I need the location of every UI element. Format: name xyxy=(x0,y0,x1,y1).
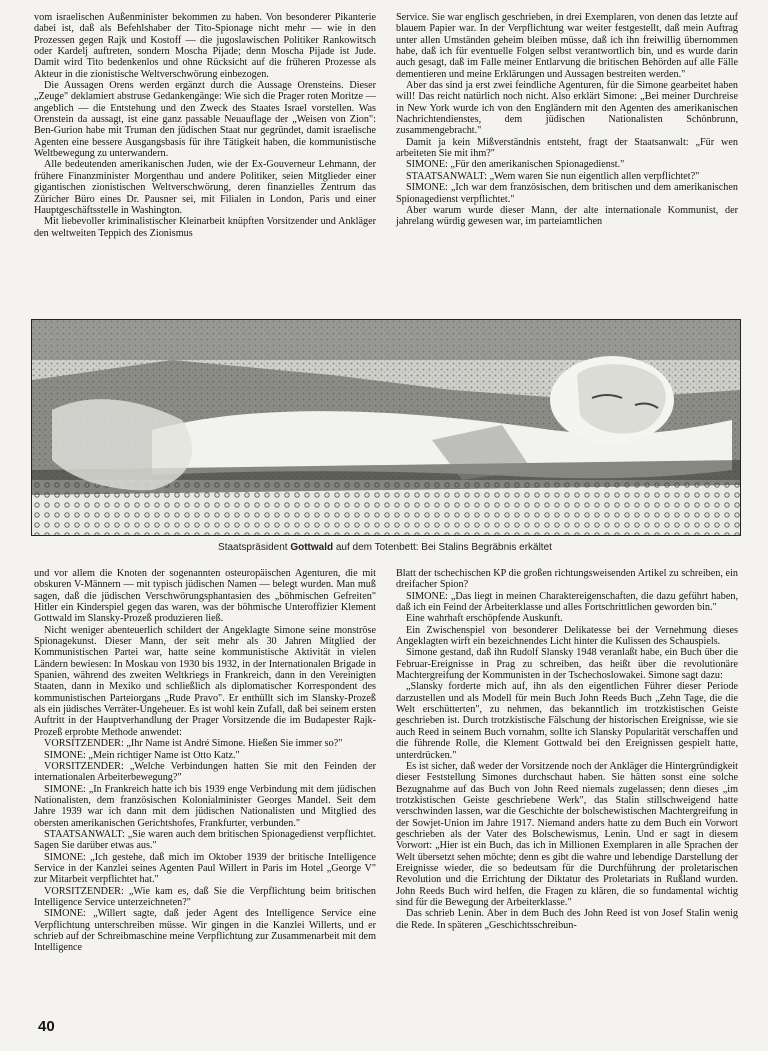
paragraph: STAATSANWALT: „Wem waren Sie nun eigentlich allen verpflichtet?" xyxy=(406,170,700,182)
paragraph: „Slansky forderte mich auf, ihn als den eigentlichen Führer dieser Periode darzustellen und als Modell für mein Buch John Reeds Buch „Zehn Tage, die die Welt erschütterten", zu nehmen, das bekanntlich im trotzkistischen Geiste geschrieben ist. Durch trotzkistische Fälschung der historischen Ereignisse, wie sie auch Reed in seinem Buch vornahm, sollte ich Slansky Popularität verschaffen und die führende Rolle, die Klement Gottwald bei den Ereignissen gespielt hatte, unterdrücken." xyxy=(396,681,738,761)
paragraph: Aber das sind ja erst zwei feindliche Agenturen, für die Simone gearbeitet haben will! Das reicht natürlich noch nicht. Also erklärt Simone: „Bei meiner Durchreise in New York wurde ich von den Engländern mit den Agenten des amerikanischen Nachrichtendienstes, dem jüdischen Nationalisten Schönbrunn, zusammengebracht." xyxy=(396,80,738,137)
paragraph: Das schrieb Lenin. Aber in dem Buch des John Reed ist von Josef Stalin wenig die Rede. In späteren „Geschichtsschreibun- xyxy=(396,908,738,931)
paragraph: vom israelischen Außenminister bekommen zu haben. Von besonderer Pikanterie dabei ist, daß als Befehlshaber der Tito-Spionage nicht mehr — wie in den Prozessen gegen Rajk und Kostoff — die jugoslawischen Politiker Rankowitsch oder Kardelj auftreten, sondern Moscha Pijade; denn Moscha Pijade ist Jude. Damit wird Tito bedenkenlos und ohne Rücksicht auf die früheren Prozesse als Akteur in die zionistische Weltverschwörung einbezogen. xyxy=(34,12,376,80)
paragraph: Blatt der tschechischen KP die großen richtungsweisenden Artikel zu schreiben, ein dreifacher Spion? xyxy=(396,568,738,591)
photo-image xyxy=(32,320,740,535)
paragraph: SIMONE: „Für den amerikanischen Spionagedienst." xyxy=(406,159,625,171)
paragraph: Alle bedeutenden amerikanischen Juden, wie der Ex-Gouverneur Lehmann, der frühere Finanzminister Morgenthau und andere Politiker, seien Mitglieder einer gigantischen zionistischen Weltverschwörung, deren finanzielles Zentrum das Züricher Büro eines Dr. Pausner sei, mit Filialen in London, Paris und einer Hauptgeschäftsstelle in Washington. xyxy=(34,159,376,216)
caption-suffix: auf dem Totenbett: Bei Stalins Begräbnis erkältet xyxy=(333,542,552,553)
column-left-bottom xyxy=(34,568,376,954)
paragraph: STAATSANWALT: „Sie waren auch dem britischen Spionagedienst verpflichtet. Sagen Sie darüber etwas aus." xyxy=(34,828,376,852)
column-right-bottom xyxy=(396,568,738,931)
paragraph: SIMONE: „In Frankreich hatte ich bis 1939 enge Verbindung mit dem jüdischen Nationalisten, dem französischen Kolonialminister Georges Mandel. Seit dem Jahre 1939 war ich dann mit dem jüdischen Nationalisten und Mitglied des obersten amerikanischen Gerichtshofes, Frankfurter, verbunden." xyxy=(34,783,376,829)
paragraph: Damit ja kein Mißverständnis entsteht, fragt der Staatsanwalt: „Für wen arbeiteten Sie mit ihm?" xyxy=(396,136,738,160)
photo-caption xyxy=(31,542,739,553)
paragraph: Die Aussagen Orens werden ergänzt durch die Aussage Orensteins. Dieser „Zeuge" deklamiert abstruse Gedankengänge: Wie sich die Prager roten Moritze — angeblich — die Entstehung und den Zweck des Staates Israel vorstellen. Was Orenstein da aussagt, ist eine ganz passable Neuauflage der „Weisen von Zion": Ben-Gurion habe mit Truman den jüdischen Staat nur gegründet, damit israelische Agenten eine bessere Ausgangsbasis für ihre Tätigkeit haben, die kommunistische Weltbewegung zu unterwandern. xyxy=(34,80,376,160)
paragraph: VORSITZENDER: „Welche Verbindungen hatten Sie mit den Feinden der internationalen Arbeiterbewegung?" xyxy=(34,760,376,784)
page-number: 40 xyxy=(38,1018,55,1035)
paragraph: Nicht weniger abenteuerlich schildert der Angeklagte Simone seine monströse Spionagekunst. Dieser Mann, der seit mehr als 30 Jahren Mitglied der Kommunistischen Partei war, hatte seine kommunistische Aktivität in vielen Ländern bewiesen: In Moskau von 1930 bis 1932, in der Internationalen Brigade in Spanien, während des zweiten Weltkriegs in Frankreich, dann in den Vereinigten Staaten, dann in Mexiko und schließlich als diplomatischer Korrespondent des kommunistischen Parteiorgans „Rude Pravo". Er enthüllt sich im Slansky-Prozeß als ein jüdisches Verräter-Ungeheuer. Es ist wohl kein Zufall, daß bei seinem ersten Auftritt in der Hauptverhandlung der Prager Vorsitzende die im Budapester Rajk-Prozeß erprobte Methode anwendet: xyxy=(34,624,376,738)
paragraph: Aber warum wurde dieser Mann, der alte internationale Kommunist, der jahrelang würdig gewesen war, im parteiamtlichen xyxy=(396,204,738,228)
column-right-top xyxy=(396,12,738,228)
paragraph: SIMONE: „Willert sagte, daß jeder Agent des Intelligence Service eine Verpflichtung unterschreiben müsse. Wir gingen in die Kanzlei Willerts, und er schrieb auf der Schreibmaschine meine Verpflichtung zur Zusammenarbeit mit dem Intelligence xyxy=(34,908,376,954)
paragraph: Simone gestand, daß ihn Rudolf Slansky 1948 veranlaßt habe, ein Buch über die Februar-Ereignisse in Prag zu schreiben, das heißt über die revolutionäre Machtergreifung der Kommunisten in der Tschechoslowakei. Simone sagt dazu: xyxy=(396,647,738,682)
paragraph: Ein Zwischenspiel von besonderer Delikatesse bei der Vernehmung dieses Angeklagten wirft ein bezeichnendes Licht hinter die Kulissen des Schauspiels. xyxy=(396,624,738,648)
paragraph: und vor allem die Knoten der sogenannten osteuropäischen Agenturen, die mit obskuren V-Männern — mit typisch jüdischen Namen — belegt wurden. Man muß sagen, daß die jüdischen Verschwörungsphantasien des „böhmischen Gefreiten" Hitler ein Kinderspiel gegen das waren, was der böhmische Unteroffizier Klement Gottwald im Slansky-Prozeß produzieren ließ. xyxy=(34,568,376,625)
caption-prefix: Staatspräsident xyxy=(218,542,291,553)
paragraph: Es ist sicher, daß weder der Vorsitzende noch der Ankläger die Hintergründigkeit dieser Feststellung Simones durchschaut haben. Sie hätten sonst eine solche Bezugnahme auf das Buch von John Reed niemals zugelassen; denn dieses „im trotzkistischen Geiste geschriebene Werk", das Stalin stillschweigend hatte verschwinden lassen, war die Geschichte der bolschewistischen Machtergreifung in der Sowjet-Union im Jahre 1917. Niemand anders hatte zu dem Buch ein Vorwort geschrieben als der Vater des Bolschewismus, Lenin. Und er sagt in diesem Vorwort: „Hier ist ein Buch, das ich in Millionen Exemplaren in alle Sprachen der Welt übersetzt sehen möchte; denn es gibt die wahre und lebendige Darstellung der Ereignisse wieder, die so bedeutsam für die Durchführung der proletarischen Revolution und die Errichtung der Diktatur des Proletariats in Rußland wurden. John Reeds Buch wird helfen, die Fragen zu klären, die so fundamental wichtig sind für die Bewegung der Arbeiterklasse." xyxy=(396,760,738,908)
paragraph: SIMONE: „Mein richtiger Name ist Otto Katz." xyxy=(44,749,240,761)
photo-gottwald-deathbed xyxy=(31,319,741,536)
paragraph: Eine wahrhaft erschöpfende Auskunft. xyxy=(406,613,563,625)
paragraph: SIMONE: „Ich war dem französischen, dem britischen und dem amerikanischen Spionagedienst verpflichtet." xyxy=(396,182,738,205)
paragraph: SIMONE: „Das liegt in meinen Charaktereigenschaften, die dazu geführt haben, daß ich ein Feind der Arbeiterklasse und alles Fortschrittlichen geworden bin." xyxy=(396,590,738,614)
paragraph: Service. Sie war englisch geschrieben, in drei Exemplaren, von denen das letzte auf blauem Papier war. In der Verpflichtung war weiter festgestellt, daß mein Auftrag unter allen Umständen geheim bleiben müsse, daß ich ihn freiwillig übernommen habe, daß ich für eventuelle Folgen selbst verantwortlich bin, und es wurde darin auch gesagt, daß im Falle meiner Entlarvung die britischen Behörden auf alle Fälle dementieren und meine Erklärungen und Aussagen bestreiten werden." xyxy=(396,12,738,80)
paragraph: SIMONE: „Ich gestehe, daß mich im Oktober 1939 der britische Intelligence Service in der Kanzlei seines Agenten Paul Willert in Paris im Hotel „George V" zur Mitarbeit verpflichtet hat." xyxy=(34,851,376,886)
column-left-top xyxy=(34,12,376,239)
paragraph: Mit liebevoller kriminalistischer Kleinarbeit knüpften Vorsitzender und Ankläger den weltweiten Teppich des Zionismus xyxy=(34,216,376,239)
paragraph: VORSITZENDER: „Ihr Name ist André Simone. Hießen Sie immer so?" xyxy=(44,738,343,750)
paragraph: VORSITZENDER: „Wie kam es, daß Sie die Verpflichtung beim britischen Intelligence Service unterzeichneten?" xyxy=(34,885,376,908)
caption-name: Gottwald xyxy=(290,542,334,553)
